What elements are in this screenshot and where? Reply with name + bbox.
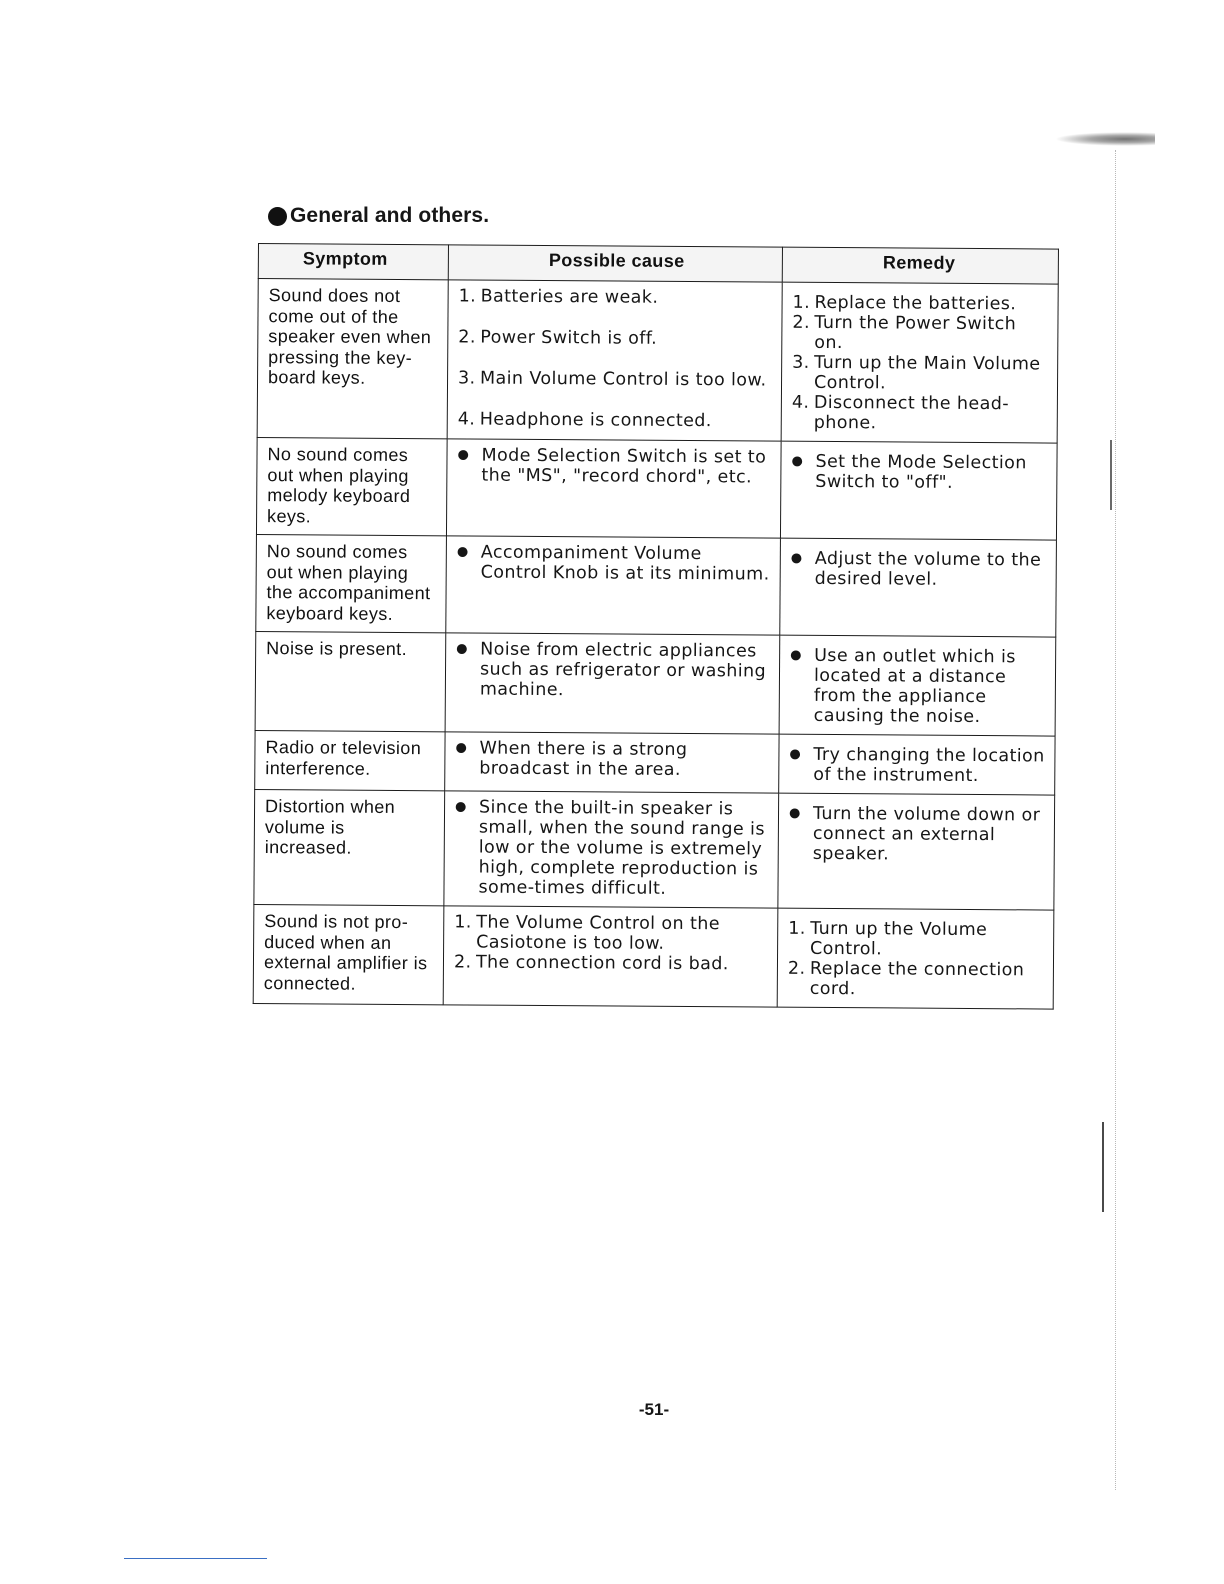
remedy-cell (779, 734, 1055, 795)
list-item: ● Mode Selection Switch is set to the "MS", "record chord", etc. (457, 445, 767, 488)
remedy-list (790, 646, 1048, 728)
table-row (256, 437, 1057, 540)
table-header-row (258, 244, 1058, 285)
page-number: -51- (638, 1400, 670, 1419)
symptom-text: Distortion when volume is increased. (264, 796, 396, 858)
symptom-text: Radio or television interference. (265, 737, 422, 779)
symptom-text: No sound comes out when playing melody keyboard keys. (267, 444, 411, 526)
list-item: ● Try changing the location of the instrument. (789, 744, 1045, 787)
list-item: 1. Batteries are weak. (458, 286, 659, 308)
list-item: 2. The connection cord is bad. (453, 952, 729, 975)
list-item: 1. Turn up the Volume Control. (788, 918, 988, 960)
list-item: 2. Power Switch is off. (458, 327, 658, 349)
remedy-list (789, 804, 1046, 866)
list-item: ● Use an outlet which is located at a distance from the appliance causing the noise. (790, 645, 1016, 728)
list-item: 3. Main Volume Control is too low. (457, 368, 767, 391)
cause-list (457, 445, 772, 487)
cause-list (454, 797, 770, 899)
troubleshooting-table (253, 243, 1059, 1010)
section-title: General and others. (290, 204, 490, 227)
table-row (253, 904, 1054, 1009)
list-item: ● Adjust the volume to the desired level. (790, 548, 1042, 590)
symptom-text: No sound comes out when playing the accompaniment keyboard keys. (266, 541, 431, 624)
list-item: ● Since the built-in speaker is small, when the sound range is low or the volume is extremely high, complete reproduction is some-times difficult. (455, 797, 765, 899)
bottom-rule (124, 1558, 267, 1559)
cause-list (454, 912, 769, 974)
section-heading (268, 204, 489, 228)
remedy-cell (777, 908, 1054, 1009)
cause-cell (447, 280, 782, 441)
remedy-cell (780, 441, 1057, 540)
table-row (256, 534, 1057, 637)
list-item: 1. The Volume Control on the Casiotone is too low. (454, 912, 720, 954)
list-item: 4. Disconnect the head-phone. (791, 392, 1010, 434)
table-row (254, 789, 1055, 910)
list-item: ● When there is a strong broadcast in the area. (455, 738, 688, 780)
symptom-cell (254, 789, 445, 905)
list-item: ● Turn the volume down or connect an external speaker. (788, 803, 1041, 865)
header-symptom: Symptom (258, 244, 448, 280)
list-item: 2. Turn the Power Switch on. (792, 312, 1017, 354)
remedy-cell (778, 793, 1055, 910)
scan-edge-mark (1110, 440, 1112, 510)
remedy-list (792, 293, 1050, 435)
list-item: 3. Turn up the Main Volume Control. (792, 352, 1041, 394)
symptom-cell (255, 730, 445, 790)
scan-smudge (1055, 132, 1155, 146)
cause-list (458, 286, 774, 431)
symptom-cell (255, 631, 446, 731)
list-item: 2. Replace the connection cord. (787, 958, 1025, 1000)
table-row (257, 279, 1058, 444)
remedy-list (789, 745, 1046, 787)
symptom-text: Sound is not pro-duced when an external amplifier is connected. (263, 911, 428, 994)
list-item: 1. Replace the batteries. (792, 292, 1017, 315)
cause-cell (445, 633, 780, 734)
cause-cell (445, 732, 779, 793)
remedy-list (788, 919, 1046, 1001)
table-row (255, 730, 1055, 795)
header-possible-cause: Possible cause (448, 245, 782, 282)
remedy-cell (779, 635, 1056, 736)
table-row (255, 631, 1056, 736)
list-item: ● Accompaniment Volume Control Knob is at its minimum. (456, 542, 770, 585)
symptom-cell (257, 279, 448, 439)
cause-list (456, 639, 771, 701)
list-item: ● Noise from electric appliances such as refrigerator or washing machine. (456, 639, 767, 701)
cause-cell (446, 536, 781, 635)
cause-list (455, 738, 770, 780)
cause-cell (443, 906, 778, 1007)
symptom-cell (256, 534, 447, 632)
list-item: 4. Headphone is connected. (457, 409, 712, 432)
cause-cell (446, 439, 781, 538)
scan-page-edge (1115, 150, 1117, 1490)
bullet-icon (268, 207, 287, 226)
list-item: ● Set the Mode Selection Switch to "off". (791, 451, 1027, 493)
symptom-text: Noise is present. (266, 638, 408, 660)
symptom-text: Sound does not come out of the speaker even when pressing the key-board keys. (267, 285, 432, 388)
scan-edge-mark (1102, 1122, 1104, 1212)
cause-list (457, 542, 772, 584)
header-remedy: Remedy (782, 247, 1058, 284)
remedy-cell (780, 538, 1057, 637)
cause-cell (444, 791, 779, 908)
remedy-list (791, 549, 1048, 591)
remedy-list (791, 452, 1048, 494)
symptom-cell (256, 437, 447, 535)
remedy-cell (781, 282, 1058, 443)
symptom-cell (253, 904, 444, 1004)
